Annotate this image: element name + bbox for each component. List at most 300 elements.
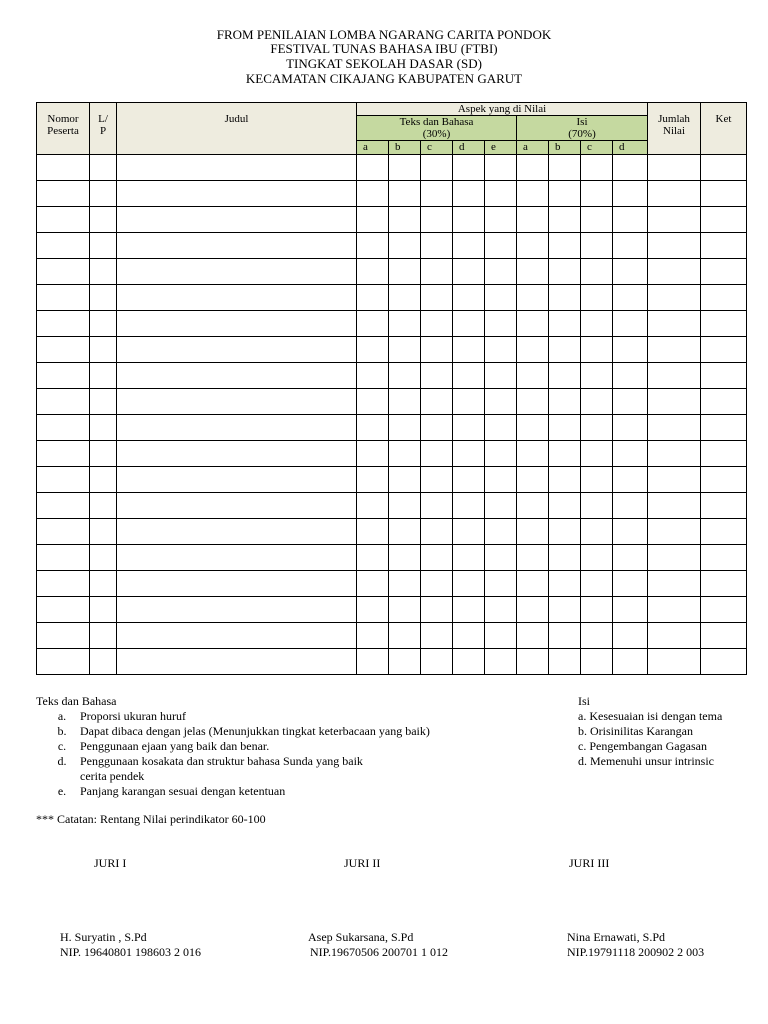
table-cell[interactable] bbox=[517, 389, 549, 415]
table-cell[interactable] bbox=[90, 285, 117, 311]
table-cell[interactable] bbox=[648, 337, 701, 363]
table-cell[interactable] bbox=[453, 467, 485, 493]
table-cell[interactable] bbox=[453, 259, 485, 285]
table-cell[interactable] bbox=[453, 545, 485, 571]
table-cell[interactable] bbox=[517, 571, 549, 597]
table-cell[interactable] bbox=[90, 155, 117, 181]
table-cell[interactable] bbox=[357, 181, 389, 207]
table-cell[interactable] bbox=[485, 181, 517, 207]
table-cell[interactable] bbox=[357, 233, 389, 259]
table-cell[interactable] bbox=[517, 337, 549, 363]
table-cell[interactable] bbox=[485, 311, 517, 337]
table-cell[interactable] bbox=[549, 233, 581, 259]
table-cell[interactable] bbox=[613, 519, 648, 545]
table-cell[interactable] bbox=[357, 415, 389, 441]
legend-teks-title: Teks dan Bahasa bbox=[36, 694, 117, 708]
table-cell[interactable] bbox=[453, 181, 485, 207]
table-cell[interactable] bbox=[648, 415, 701, 441]
table-row bbox=[37, 337, 747, 363]
table-cell[interactable] bbox=[701, 311, 747, 337]
table-cell[interactable] bbox=[389, 623, 421, 649]
table-cell[interactable] bbox=[581, 441, 613, 467]
table-cell[interactable] bbox=[701, 623, 747, 649]
legend-item-text: Penggunaan kosakata dan struktur bahasa Sunda yang baik bbox=[80, 754, 363, 768]
table-cell[interactable] bbox=[613, 493, 648, 519]
table-cell[interactable] bbox=[453, 597, 485, 623]
table-cell[interactable] bbox=[701, 649, 747, 675]
table-cell[interactable] bbox=[701, 337, 747, 363]
table-cell[interactable] bbox=[613, 337, 648, 363]
table-cell[interactable] bbox=[549, 623, 581, 649]
table-cell[interactable] bbox=[357, 337, 389, 363]
table-cell[interactable] bbox=[389, 337, 421, 363]
table-cell[interactable] bbox=[485, 285, 517, 311]
table-cell[interactable] bbox=[357, 649, 389, 675]
table-cell[interactable] bbox=[701, 493, 747, 519]
table-cell[interactable] bbox=[37, 207, 90, 233]
table-cell[interactable] bbox=[453, 571, 485, 597]
table-cell[interactable] bbox=[389, 597, 421, 623]
table-cell[interactable] bbox=[517, 363, 549, 389]
table-cell[interactable] bbox=[421, 337, 453, 363]
table-cell[interactable] bbox=[549, 649, 581, 675]
table-cell[interactable] bbox=[701, 233, 747, 259]
table-cell[interactable] bbox=[549, 493, 581, 519]
table-cell[interactable] bbox=[37, 415, 90, 441]
header-isi: Isi (70%) bbox=[517, 116, 648, 141]
table-cell[interactable] bbox=[421, 415, 453, 441]
table-cell[interactable] bbox=[37, 519, 90, 545]
table-cell[interactable] bbox=[357, 545, 389, 571]
table-cell[interactable] bbox=[485, 649, 517, 675]
table-cell[interactable] bbox=[648, 181, 701, 207]
table-cell[interactable] bbox=[389, 415, 421, 441]
table-cell[interactable] bbox=[453, 519, 485, 545]
table-cell[interactable] bbox=[421, 545, 453, 571]
table-cell[interactable] bbox=[389, 441, 421, 467]
table-cell[interactable] bbox=[485, 441, 517, 467]
table-cell[interactable] bbox=[357, 259, 389, 285]
table-cell[interactable] bbox=[648, 363, 701, 389]
table-cell[interactable] bbox=[90, 519, 117, 545]
table-cell[interactable] bbox=[613, 389, 648, 415]
table-cell[interactable] bbox=[517, 311, 549, 337]
table-cell[interactable] bbox=[581, 545, 613, 571]
table-cell[interactable] bbox=[37, 181, 90, 207]
table-cell[interactable] bbox=[389, 389, 421, 415]
table-cell[interactable] bbox=[549, 571, 581, 597]
table-cell[interactable] bbox=[389, 467, 421, 493]
table-cell[interactable] bbox=[581, 207, 613, 233]
table-cell[interactable] bbox=[421, 155, 453, 181]
table-cell[interactable] bbox=[613, 597, 648, 623]
table-cell[interactable] bbox=[517, 545, 549, 571]
table-cell[interactable] bbox=[613, 207, 648, 233]
table-cell[interactable] bbox=[117, 623, 357, 649]
table-cell[interactable] bbox=[517, 259, 549, 285]
table-cell[interactable] bbox=[648, 285, 701, 311]
table-cell[interactable] bbox=[613, 181, 648, 207]
table-cell[interactable] bbox=[90, 181, 117, 207]
table-cell[interactable] bbox=[389, 363, 421, 389]
table-cell[interactable] bbox=[648, 233, 701, 259]
table-cell[interactable] bbox=[485, 207, 517, 233]
table-cell[interactable] bbox=[648, 467, 701, 493]
table-cell[interactable] bbox=[648, 519, 701, 545]
table-cell[interactable] bbox=[37, 233, 90, 259]
table-cell[interactable] bbox=[421, 259, 453, 285]
table-cell[interactable] bbox=[485, 467, 517, 493]
table-cell[interactable] bbox=[648, 649, 701, 675]
table-cell[interactable] bbox=[701, 545, 747, 571]
table-cell[interactable] bbox=[581, 285, 613, 311]
table-cell[interactable] bbox=[485, 259, 517, 285]
legend-item-marker: e. bbox=[57, 784, 67, 798]
table-cell[interactable] bbox=[613, 285, 648, 311]
table-cell[interactable] bbox=[389, 571, 421, 597]
table-cell[interactable] bbox=[517, 181, 549, 207]
table-cell[interactable] bbox=[701, 415, 747, 441]
table-cell[interactable] bbox=[701, 467, 747, 493]
table-cell[interactable] bbox=[357, 363, 389, 389]
table-cell[interactable] bbox=[581, 337, 613, 363]
table-cell[interactable] bbox=[90, 571, 117, 597]
table-cell[interactable] bbox=[648, 597, 701, 623]
table-cell[interactable] bbox=[648, 155, 701, 181]
table-cell[interactable] bbox=[453, 233, 485, 259]
table-cell[interactable] bbox=[37, 389, 90, 415]
table-cell[interactable] bbox=[549, 389, 581, 415]
table-cell[interactable] bbox=[117, 207, 357, 233]
table-cell[interactable] bbox=[453, 493, 485, 519]
table-cell[interactable] bbox=[485, 493, 517, 519]
table-cell[interactable] bbox=[389, 545, 421, 571]
table-cell[interactable] bbox=[613, 363, 648, 389]
table-cell[interactable] bbox=[453, 623, 485, 649]
table-cell[interactable] bbox=[357, 571, 389, 597]
table-cell[interactable] bbox=[117, 389, 357, 415]
table-cell[interactable] bbox=[648, 389, 701, 415]
table-cell[interactable] bbox=[37, 649, 90, 675]
table-cell[interactable] bbox=[517, 649, 549, 675]
table-cell[interactable] bbox=[613, 259, 648, 285]
table-cell[interactable] bbox=[453, 441, 485, 467]
table-cell[interactable] bbox=[613, 415, 648, 441]
table-cell[interactable] bbox=[117, 311, 357, 337]
table-cell[interactable] bbox=[517, 207, 549, 233]
table-cell[interactable] bbox=[648, 207, 701, 233]
table-cell[interactable] bbox=[701, 363, 747, 389]
table-cell[interactable] bbox=[517, 441, 549, 467]
table-cell[interactable] bbox=[701, 181, 747, 207]
table-cell[interactable] bbox=[117, 545, 357, 571]
table-cell[interactable] bbox=[117, 649, 357, 675]
table-cell[interactable] bbox=[453, 363, 485, 389]
table-cell[interactable] bbox=[549, 441, 581, 467]
table-cell[interactable] bbox=[357, 623, 389, 649]
criteria-teks-a: a bbox=[357, 141, 389, 155]
table-cell[interactable] bbox=[485, 545, 517, 571]
table-cell[interactable] bbox=[90, 311, 117, 337]
table-cell[interactable] bbox=[701, 389, 747, 415]
table-cell[interactable] bbox=[648, 571, 701, 597]
criteria-teks-d: d bbox=[453, 141, 485, 155]
table-cell[interactable] bbox=[357, 493, 389, 519]
table-cell[interactable] bbox=[485, 389, 517, 415]
table-cell[interactable] bbox=[421, 233, 453, 259]
table-cell[interactable] bbox=[485, 337, 517, 363]
table-cell[interactable] bbox=[613, 155, 648, 181]
table-cell[interactable] bbox=[613, 623, 648, 649]
table-cell[interactable] bbox=[581, 493, 613, 519]
table-cell[interactable] bbox=[701, 155, 747, 181]
table-cell[interactable] bbox=[37, 311, 90, 337]
table-cell[interactable] bbox=[37, 623, 90, 649]
table-cell[interactable] bbox=[581, 259, 613, 285]
form-title: FROM PENILAIAN LOMBA NGARANG CARITA PONDOK bbox=[216, 27, 552, 42]
table-cell[interactable] bbox=[37, 285, 90, 311]
table-cell[interactable] bbox=[613, 311, 648, 337]
table-cell[interactable] bbox=[517, 415, 549, 441]
table-cell[interactable] bbox=[389, 519, 421, 545]
table-cell[interactable] bbox=[90, 363, 117, 389]
table-row bbox=[37, 363, 747, 389]
table-cell[interactable] bbox=[357, 441, 389, 467]
judge-2-name: Asep Sukarsana, S.Pd bbox=[308, 930, 414, 944]
table-cell[interactable] bbox=[90, 337, 117, 363]
table-cell[interactable] bbox=[453, 649, 485, 675]
table-cell[interactable] bbox=[453, 389, 485, 415]
table-cell[interactable] bbox=[421, 311, 453, 337]
table-cell[interactable] bbox=[453, 337, 485, 363]
legend-isi-title: Isi bbox=[578, 694, 590, 708]
table-cell[interactable] bbox=[701, 597, 747, 623]
table-cell[interactable] bbox=[581, 415, 613, 441]
table-cell[interactable] bbox=[549, 311, 581, 337]
table-cell[interactable] bbox=[613, 571, 648, 597]
table-cell[interactable] bbox=[453, 415, 485, 441]
table-cell[interactable] bbox=[90, 259, 117, 285]
table-cell[interactable] bbox=[90, 233, 117, 259]
table-cell[interactable] bbox=[389, 649, 421, 675]
table-cell[interactable] bbox=[421, 285, 453, 311]
table-cell[interactable] bbox=[485, 519, 517, 545]
table-cell[interactable] bbox=[421, 363, 453, 389]
table-cell[interactable] bbox=[549, 467, 581, 493]
table-cell[interactable] bbox=[613, 545, 648, 571]
table-cell[interactable] bbox=[90, 623, 117, 649]
table-cell[interactable] bbox=[389, 259, 421, 285]
table-cell[interactable] bbox=[421, 597, 453, 623]
table-cell[interactable] bbox=[357, 519, 389, 545]
table-cell[interactable] bbox=[701, 519, 747, 545]
table-cell[interactable] bbox=[117, 259, 357, 285]
table-cell[interactable] bbox=[549, 207, 581, 233]
table-cell[interactable] bbox=[485, 571, 517, 597]
table-cell[interactable] bbox=[549, 363, 581, 389]
table-cell[interactable] bbox=[90, 649, 117, 675]
table-cell[interactable] bbox=[389, 493, 421, 519]
table-cell[interactable] bbox=[90, 415, 117, 441]
table-cell[interactable] bbox=[117, 181, 357, 207]
table-cell[interactable] bbox=[581, 571, 613, 597]
table-cell[interactable] bbox=[581, 233, 613, 259]
table-cell[interactable] bbox=[389, 311, 421, 337]
table-cell[interactable] bbox=[389, 155, 421, 181]
table-cell[interactable] bbox=[37, 259, 90, 285]
table-cell[interactable] bbox=[549, 181, 581, 207]
legend-item-text: Dapat dibaca dengan jelas (Menunjukkan tingkat keterbacaan yang baik) bbox=[80, 724, 430, 738]
table-cell[interactable] bbox=[357, 467, 389, 493]
table-cell[interactable] bbox=[549, 545, 581, 571]
table-cell[interactable] bbox=[581, 467, 613, 493]
table-cell[interactable] bbox=[517, 233, 549, 259]
table-cell[interactable] bbox=[37, 363, 90, 389]
table-cell[interactable] bbox=[117, 597, 357, 623]
table-cell[interactable] bbox=[549, 415, 581, 441]
table-cell[interactable] bbox=[37, 597, 90, 623]
table-cell[interactable] bbox=[485, 623, 517, 649]
table-cell[interactable] bbox=[701, 259, 747, 285]
table-cell[interactable] bbox=[90, 597, 117, 623]
table-cell[interactable] bbox=[581, 519, 613, 545]
table-cell[interactable] bbox=[517, 155, 549, 181]
table-cell[interactable] bbox=[701, 571, 747, 597]
criteria-isi-c: c bbox=[581, 141, 613, 155]
table-cell[interactable] bbox=[701, 285, 747, 311]
table-cell[interactable] bbox=[549, 597, 581, 623]
table-cell[interactable] bbox=[581, 155, 613, 181]
table-cell[interactable] bbox=[37, 493, 90, 519]
table-cell[interactable] bbox=[117, 571, 357, 597]
table-cell[interactable] bbox=[549, 519, 581, 545]
table-cell[interactable] bbox=[37, 155, 90, 181]
table-row bbox=[37, 311, 747, 337]
table-cell[interactable] bbox=[389, 233, 421, 259]
table-cell[interactable] bbox=[581, 181, 613, 207]
table-cell[interactable] bbox=[613, 441, 648, 467]
table-cell[interactable] bbox=[357, 597, 389, 623]
table-cell[interactable] bbox=[117, 441, 357, 467]
table-cell[interactable] bbox=[613, 233, 648, 259]
table-cell[interactable] bbox=[421, 623, 453, 649]
table-cell[interactable] bbox=[421, 519, 453, 545]
header-aspek: Aspek yang di Nilai bbox=[357, 103, 648, 116]
table-cell[interactable] bbox=[357, 389, 389, 415]
table-cell[interactable] bbox=[581, 389, 613, 415]
table-cell[interactable] bbox=[421, 441, 453, 467]
table-cell[interactable] bbox=[648, 441, 701, 467]
judge-3-label: JURI III bbox=[569, 856, 610, 870]
table-cell[interactable] bbox=[389, 285, 421, 311]
table-cell[interactable] bbox=[117, 285, 357, 311]
table-cell[interactable] bbox=[117, 233, 357, 259]
table-cell[interactable] bbox=[613, 649, 648, 675]
table-cell[interactable] bbox=[453, 285, 485, 311]
table-cell[interactable] bbox=[90, 467, 117, 493]
table-cell[interactable] bbox=[389, 207, 421, 233]
table-cell[interactable] bbox=[648, 493, 701, 519]
table-cell[interactable] bbox=[648, 311, 701, 337]
table-cell[interactable] bbox=[90, 545, 117, 571]
table-cell[interactable] bbox=[453, 207, 485, 233]
table-cell[interactable] bbox=[648, 259, 701, 285]
table-cell[interactable] bbox=[421, 571, 453, 597]
table-cell[interactable] bbox=[517, 597, 549, 623]
table-cell[interactable] bbox=[549, 155, 581, 181]
table-cell[interactable] bbox=[421, 649, 453, 675]
table-row bbox=[37, 649, 747, 675]
table-cell[interactable] bbox=[421, 493, 453, 519]
table-cell[interactable] bbox=[357, 207, 389, 233]
table-cell[interactable] bbox=[581, 623, 613, 649]
table-cell[interactable] bbox=[581, 363, 613, 389]
table-cell[interactable] bbox=[648, 623, 701, 649]
table-cell[interactable] bbox=[453, 311, 485, 337]
table-cell[interactable] bbox=[117, 155, 357, 181]
table-cell[interactable] bbox=[90, 441, 117, 467]
table-cell[interactable] bbox=[357, 285, 389, 311]
table-cell[interactable] bbox=[37, 337, 90, 363]
table-cell[interactable] bbox=[485, 363, 517, 389]
table-cell[interactable] bbox=[117, 415, 357, 441]
table-cell[interactable] bbox=[37, 571, 90, 597]
legend-isi-item: c. Pengembangan Gagasan bbox=[578, 739, 707, 753]
table-cell[interactable] bbox=[357, 155, 389, 181]
table-cell[interactable] bbox=[117, 493, 357, 519]
table-cell[interactable] bbox=[517, 623, 549, 649]
table-cell[interactable] bbox=[37, 467, 90, 493]
table-cell[interactable] bbox=[37, 441, 90, 467]
table-cell[interactable] bbox=[581, 649, 613, 675]
table-cell[interactable] bbox=[485, 597, 517, 623]
table-cell[interactable] bbox=[421, 467, 453, 493]
table-cell[interactable] bbox=[421, 207, 453, 233]
table-cell[interactable] bbox=[117, 363, 357, 389]
table-cell[interactable] bbox=[485, 155, 517, 181]
table-cell[interactable] bbox=[517, 493, 549, 519]
table-cell[interactable] bbox=[648, 545, 701, 571]
table-cell[interactable] bbox=[90, 389, 117, 415]
table-cell[interactable] bbox=[485, 233, 517, 259]
table-cell[interactable] bbox=[549, 337, 581, 363]
table-cell[interactable] bbox=[421, 181, 453, 207]
table-cell[interactable] bbox=[549, 285, 581, 311]
table-cell[interactable] bbox=[90, 493, 117, 519]
table-cell[interactable] bbox=[90, 207, 117, 233]
table-cell[interactable] bbox=[453, 155, 485, 181]
table-cell[interactable] bbox=[117, 467, 357, 493]
table-cell[interactable] bbox=[117, 519, 357, 545]
table-cell[interactable] bbox=[549, 259, 581, 285]
table-cell[interactable] bbox=[517, 519, 549, 545]
table-cell[interactable] bbox=[421, 389, 453, 415]
table-cell[interactable] bbox=[517, 285, 549, 311]
table-cell[interactable] bbox=[117, 337, 357, 363]
school-level: TINGKAT SEKOLAH DASAR (SD) bbox=[286, 56, 482, 71]
table-cell[interactable] bbox=[389, 181, 421, 207]
table-cell[interactable] bbox=[613, 467, 648, 493]
table-cell[interactable] bbox=[701, 441, 747, 467]
table-cell[interactable] bbox=[485, 415, 517, 441]
table-cell[interactable] bbox=[517, 467, 549, 493]
table-cell[interactable] bbox=[701, 207, 747, 233]
table-row bbox=[37, 545, 747, 571]
table-cell[interactable] bbox=[37, 545, 90, 571]
table-cell[interactable] bbox=[357, 311, 389, 337]
table-cell[interactable] bbox=[581, 597, 613, 623]
table-cell[interactable] bbox=[581, 311, 613, 337]
